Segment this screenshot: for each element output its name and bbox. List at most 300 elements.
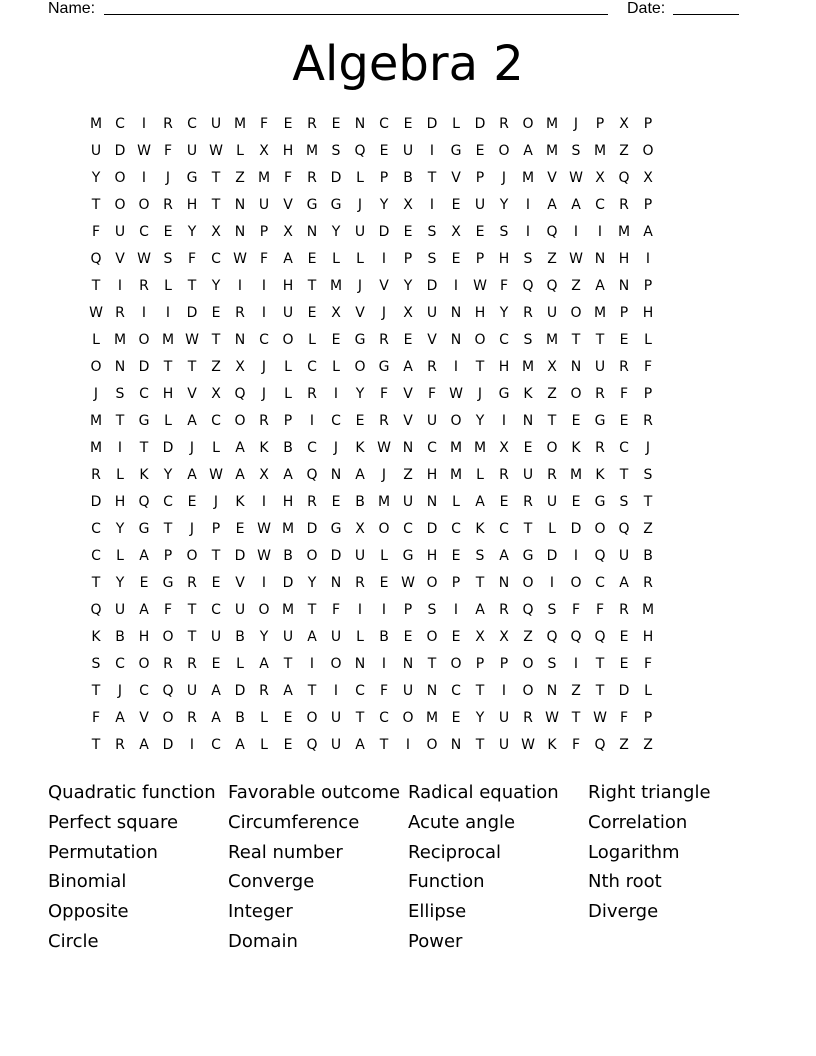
grid-letter: X: [331, 305, 341, 321]
grid-letter: X: [403, 197, 413, 213]
grid-letter: R: [307, 386, 317, 402]
grid-letter: B: [283, 440, 293, 456]
grid-letter: T: [619, 467, 629, 483]
grid-letter: R: [259, 683, 269, 699]
grid-letter: S: [571, 143, 581, 159]
grid-letter: E: [571, 413, 581, 429]
grid-letter: T: [571, 710, 581, 726]
grid-letter: V: [403, 386, 413, 402]
grid-letter: B: [283, 548, 293, 564]
grid-letter: V: [187, 386, 197, 402]
grid-letter: P: [283, 413, 293, 429]
grid-letter: I: [501, 683, 507, 699]
grid-letter: Q: [594, 629, 606, 645]
grid-letter: O: [426, 737, 438, 753]
grid-letter: Q: [570, 629, 582, 645]
grid-letter: W: [473, 278, 487, 294]
grid-letter: L: [356, 170, 364, 186]
grid-letter: D: [330, 170, 342, 186]
word-list-item: Power: [408, 930, 463, 952]
grid-letter: T: [187, 359, 197, 375]
grid-letter: P: [643, 116, 653, 132]
grid-letter: H: [642, 629, 654, 645]
grid-letter: R: [307, 170, 317, 186]
grid-letter: M: [305, 143, 319, 159]
grid-row: [84, 273, 732, 300]
grid-letter: F: [91, 224, 101, 240]
grid-letter: M: [281, 521, 295, 537]
grid-letter: D: [234, 683, 246, 699]
grid-letter: I: [381, 251, 387, 267]
grid-letter: O: [306, 710, 318, 726]
grid-letter: O: [522, 683, 534, 699]
grid-letter: P: [163, 548, 173, 564]
grid-letter: O: [378, 521, 390, 537]
grid-letter: P: [451, 575, 461, 591]
word-list-item: Correlation: [588, 811, 688, 833]
grid-letter: W: [569, 170, 583, 186]
grid-letter: N: [570, 359, 582, 375]
grid-letter: I: [357, 602, 363, 618]
grid-letter: E: [331, 332, 341, 348]
grid-letter: E: [139, 575, 149, 591]
grid-letter: K: [355, 440, 365, 456]
grid-letter: I: [645, 251, 651, 267]
grid-letter: U: [498, 710, 510, 726]
grid-row: [84, 678, 732, 705]
grid-letter: C: [355, 683, 365, 699]
grid-letter: Q: [306, 737, 318, 753]
grid-letter: X: [355, 521, 365, 537]
grid-letter: E: [283, 710, 293, 726]
word-list-item: Acute angle: [408, 811, 516, 833]
grid-letter: L: [92, 332, 100, 348]
grid-letter: T: [211, 197, 221, 213]
grid-letter: G: [402, 548, 414, 564]
grid-row: [84, 489, 732, 516]
grid-letter: D: [426, 278, 438, 294]
grid-letter: L: [332, 359, 340, 375]
grid-letter: X: [643, 170, 653, 186]
grid-letter: P: [211, 521, 221, 537]
grid-letter: K: [523, 386, 533, 402]
grid-row: [84, 381, 732, 408]
grid-letter: Q: [306, 467, 318, 483]
grid-letter: J: [573, 116, 579, 132]
grid-letter: T: [475, 359, 485, 375]
word-list-item: Ellipse: [408, 901, 467, 923]
grid-letter: I: [597, 224, 603, 240]
grid-letter: H: [426, 548, 438, 564]
grid-letter: N: [330, 467, 342, 483]
grid-letter: X: [499, 629, 509, 645]
grid-letter: T: [355, 710, 365, 726]
grid-letter: M: [449, 440, 463, 456]
grid-letter: D: [90, 494, 102, 510]
grid-letter: C: [403, 521, 413, 537]
grid-letter: T: [595, 656, 605, 672]
grid-letter: T: [379, 737, 389, 753]
grid-letter: Z: [547, 251, 557, 267]
grid-letter: Y: [331, 224, 341, 240]
grid-letter: F: [499, 278, 509, 294]
grid-letter: D: [426, 116, 438, 132]
grid-letter: G: [330, 197, 342, 213]
grid-letter: U: [210, 116, 222, 132]
grid-letter: Y: [475, 413, 485, 429]
grid-letter: Y: [115, 575, 125, 591]
grid-letter: X: [475, 629, 485, 645]
grid-letter: A: [547, 197, 557, 213]
grid-letter: L: [308, 332, 316, 348]
grid-letter: D: [426, 521, 438, 537]
grid-letter: A: [307, 629, 317, 645]
grid-letter: O: [138, 332, 150, 348]
grid-letter: W: [137, 251, 151, 267]
grid-row: [84, 543, 732, 570]
grid-letter: O: [522, 116, 534, 132]
grid-letter: F: [187, 251, 197, 267]
grid-letter: G: [450, 143, 462, 159]
grid-letter: W: [545, 710, 559, 726]
grid-row: [84, 651, 732, 678]
grid-letter: L: [452, 116, 460, 132]
grid-letter: M: [257, 170, 271, 186]
word-list-item: Right triangle: [588, 782, 711, 803]
grid-letter: A: [595, 278, 605, 294]
grid-letter: T: [163, 521, 173, 537]
grid-row: [84, 165, 732, 192]
grid-letter: E: [331, 116, 341, 132]
grid-letter: N: [426, 494, 438, 510]
grid-letter: L: [452, 494, 460, 510]
grid-letter: O: [426, 629, 438, 645]
grid-letter: D: [162, 440, 174, 456]
grid-letter: I: [261, 305, 267, 321]
grid-letter: I: [453, 359, 459, 375]
grid-letter: T: [283, 656, 293, 672]
grid-letter: B: [235, 629, 245, 645]
grid-letter: G: [354, 332, 366, 348]
grid-letter: U: [618, 548, 630, 564]
grid-letter: Z: [643, 521, 653, 537]
grid-letter: A: [187, 467, 197, 483]
grid-letter: M: [521, 359, 535, 375]
grid-letter: R: [523, 494, 533, 510]
word-list-item: Diverge: [588, 901, 659, 923]
grid-letter: B: [403, 170, 413, 186]
grid-letter: Q: [354, 143, 366, 159]
grid-letter: E: [355, 413, 365, 429]
grid-letter: J: [93, 386, 99, 402]
grid-letter: W: [593, 710, 607, 726]
grid-letter: R: [619, 602, 629, 618]
grid-letter: W: [521, 737, 535, 753]
grid-letter: U: [90, 143, 102, 159]
grid-letter: M: [377, 494, 391, 510]
grid-letter: C: [91, 521, 101, 537]
grid-letter: G: [306, 197, 318, 213]
grid-letter: I: [501, 413, 507, 429]
grid-letter: E: [619, 413, 629, 429]
grid-letter: Y: [307, 575, 317, 591]
grid-letter: Q: [90, 251, 102, 267]
word-list-item: Domain: [228, 930, 298, 952]
grid-letter: L: [476, 467, 484, 483]
grid-letter: U: [402, 143, 414, 159]
grid-letter: X: [451, 224, 461, 240]
grid-letter: S: [163, 251, 173, 267]
grid-letter: P: [643, 197, 653, 213]
grid-letter: I: [333, 386, 339, 402]
grid-letter: W: [137, 143, 151, 159]
grid-letter: Z: [211, 359, 221, 375]
grid-letter: F: [571, 602, 581, 618]
grid-letter: E: [211, 575, 221, 591]
grid-letter: C: [115, 116, 125, 132]
grid-letter: L: [260, 737, 268, 753]
grid-letter: I: [381, 656, 387, 672]
grid-letter: R: [115, 737, 125, 753]
grid-row: [84, 624, 732, 651]
grid-letter: R: [499, 467, 509, 483]
grid-letter: R: [355, 575, 365, 591]
grid-letter: Y: [187, 224, 197, 240]
grid-letter: U: [402, 494, 414, 510]
grid-letter: O: [90, 359, 102, 375]
grid-letter: L: [332, 251, 340, 267]
grid-letter: H: [498, 359, 510, 375]
grid-letter: R: [595, 386, 605, 402]
grid-letter: C: [187, 116, 197, 132]
grid-letter: T: [211, 548, 221, 564]
grid-letter: G: [162, 575, 174, 591]
word-list-item: Permutation: [48, 841, 158, 863]
grid-letter: Y: [91, 170, 101, 186]
grid-letter: U: [330, 710, 342, 726]
grid-letter: Z: [523, 629, 533, 645]
grid-letter: P: [643, 386, 653, 402]
grid-letter: Y: [475, 710, 485, 726]
grid-letter: Y: [499, 305, 509, 321]
grid-letter: S: [499, 224, 509, 240]
word-list-item: Nth root: [588, 871, 662, 893]
grid-letter: T: [187, 278, 197, 294]
grid-letter: P: [475, 656, 485, 672]
grid-letter: M: [89, 116, 103, 132]
grid-letter: O: [306, 548, 318, 564]
grid-letter: B: [115, 629, 125, 645]
grid-letter: I: [573, 656, 579, 672]
grid-letter: A: [403, 359, 413, 375]
grid-letter: E: [523, 440, 533, 456]
grid-letter: E: [283, 116, 293, 132]
grid-letter: F: [643, 359, 653, 375]
grid-letter: A: [475, 602, 485, 618]
grid-letter: K: [595, 467, 605, 483]
word-list-item: Logarithm: [588, 841, 680, 863]
grid-letter: M: [233, 116, 247, 132]
grid-row: [84, 462, 732, 489]
grid-letter: G: [138, 413, 150, 429]
word-list-item: Radical equation: [408, 782, 559, 803]
grid-letter: W: [185, 332, 199, 348]
grid-letter: O: [498, 143, 510, 159]
grid-letter: J: [213, 494, 219, 510]
grid-letter: Z: [547, 386, 557, 402]
grid-letter: N: [354, 656, 366, 672]
grid-letter: K: [139, 467, 149, 483]
grid-letter: B: [355, 494, 365, 510]
grid-letter: U: [234, 602, 246, 618]
grid-letter: V: [451, 170, 461, 186]
grid-letter: T: [211, 170, 221, 186]
grid-letter: U: [474, 197, 486, 213]
grid-letter: R: [187, 656, 197, 672]
grid-letter: O: [234, 413, 246, 429]
grid-letter: M: [113, 332, 127, 348]
grid-letter: M: [89, 440, 103, 456]
grid-letter: O: [642, 143, 654, 159]
grid-letter: U: [282, 305, 294, 321]
grid-letter: W: [377, 440, 391, 456]
grid-letter: L: [356, 251, 364, 267]
grid-letter: O: [162, 710, 174, 726]
grid-letter: L: [116, 548, 124, 564]
grid-letter: J: [381, 467, 387, 483]
grid-letter: C: [331, 413, 341, 429]
grid-letter: K: [91, 629, 101, 645]
grid-letter: N: [450, 332, 462, 348]
grid-letter: Z: [619, 737, 629, 753]
grid-letter: N: [330, 575, 342, 591]
grid-letter: Y: [499, 197, 509, 213]
grid-letter: O: [138, 656, 150, 672]
grid-letter: A: [235, 737, 245, 753]
grid-letter: C: [499, 521, 509, 537]
grid-letter: H: [162, 386, 174, 402]
grid-letter: X: [283, 224, 293, 240]
grid-letter: L: [116, 467, 124, 483]
grid-letter: D: [330, 548, 342, 564]
page-title: Algebra 2: [292, 36, 524, 92]
grid-letter: C: [307, 440, 317, 456]
grid-letter: O: [402, 710, 414, 726]
grid-letter: L: [164, 413, 172, 429]
grid-letter: A: [643, 224, 653, 240]
grid-letter: I: [309, 413, 315, 429]
grid-letter: R: [235, 305, 245, 321]
grid-letter: V: [427, 332, 437, 348]
grid-letter: D: [378, 224, 390, 240]
grid-letter: T: [91, 683, 101, 699]
date-label: Date:: [627, 0, 666, 17]
grid-letter: M: [593, 305, 607, 321]
grid-letter: A: [211, 710, 221, 726]
grid-letter: S: [91, 656, 101, 672]
word-list-item: Integer: [228, 901, 293, 923]
grid-letter: R: [427, 359, 437, 375]
grid-letter: U: [114, 602, 126, 618]
grid-letter: V: [115, 251, 125, 267]
grid-letter: J: [501, 170, 507, 186]
grid-letter: F: [163, 143, 173, 159]
grid-letter: M: [449, 467, 463, 483]
grid-letter: N: [426, 683, 438, 699]
grid-letter: T: [307, 602, 317, 618]
grid-letter: M: [545, 143, 559, 159]
grid-letter: A: [355, 467, 365, 483]
grid-letter: P: [379, 170, 389, 186]
grid-letter: O: [570, 305, 582, 321]
grid-letter: Q: [234, 386, 246, 402]
grid-letter: T: [91, 575, 101, 591]
grid-letter: E: [403, 224, 413, 240]
grid-letter: T: [571, 332, 581, 348]
grid-letter: B: [379, 629, 389, 645]
grid-letter: I: [429, 197, 435, 213]
grid-letter: T: [91, 197, 101, 213]
grid-letter: T: [547, 413, 557, 429]
grid-letter: H: [426, 467, 438, 483]
grid-letter: R: [163, 197, 173, 213]
grid-letter: P: [595, 116, 605, 132]
word-search-grid: [84, 111, 732, 759]
grid-letter: A: [139, 602, 149, 618]
grid-row: [84, 111, 732, 138]
grid-letter: E: [451, 710, 461, 726]
grid-letter: O: [450, 656, 462, 672]
grid-letter: K: [547, 737, 557, 753]
grid-letter: A: [355, 737, 365, 753]
grid-letter: H: [474, 305, 486, 321]
grid-letter: U: [522, 467, 534, 483]
grid-letter: M: [521, 170, 535, 186]
grid-letter: V: [403, 413, 413, 429]
grid-letter: O: [522, 575, 534, 591]
grid-letter: S: [619, 494, 629, 510]
grid-letter: G: [594, 413, 606, 429]
grid-letter: S: [115, 386, 125, 402]
grid-letter: J: [261, 386, 267, 402]
grid-letter: I: [429, 143, 435, 159]
grid-letter: Z: [643, 737, 653, 753]
word-list-item: Function: [408, 871, 485, 893]
grid-letter: L: [284, 359, 292, 375]
grid-letter: H: [282, 278, 294, 294]
grid-letter: D: [114, 143, 126, 159]
grid-row: [84, 327, 732, 354]
grid-letter: F: [379, 386, 389, 402]
grid-letter: R: [307, 116, 317, 132]
grid-letter: T: [211, 332, 221, 348]
grid-letter: O: [570, 386, 582, 402]
grid-letter: H: [618, 251, 630, 267]
date-blank-line: [673, 14, 739, 15]
grid-letter: F: [619, 386, 629, 402]
grid-letter: D: [474, 116, 486, 132]
grid-letter: C: [211, 413, 221, 429]
grid-letter: F: [595, 602, 605, 618]
grid-letter: D: [546, 548, 558, 564]
grid-letter: E: [283, 737, 293, 753]
grid-letter: R: [307, 494, 317, 510]
grid-letter: T: [187, 629, 197, 645]
grid-letter: Z: [571, 278, 581, 294]
grid-letter: E: [571, 494, 581, 510]
grid-letter: C: [91, 548, 101, 564]
grid-letter: P: [643, 278, 653, 294]
